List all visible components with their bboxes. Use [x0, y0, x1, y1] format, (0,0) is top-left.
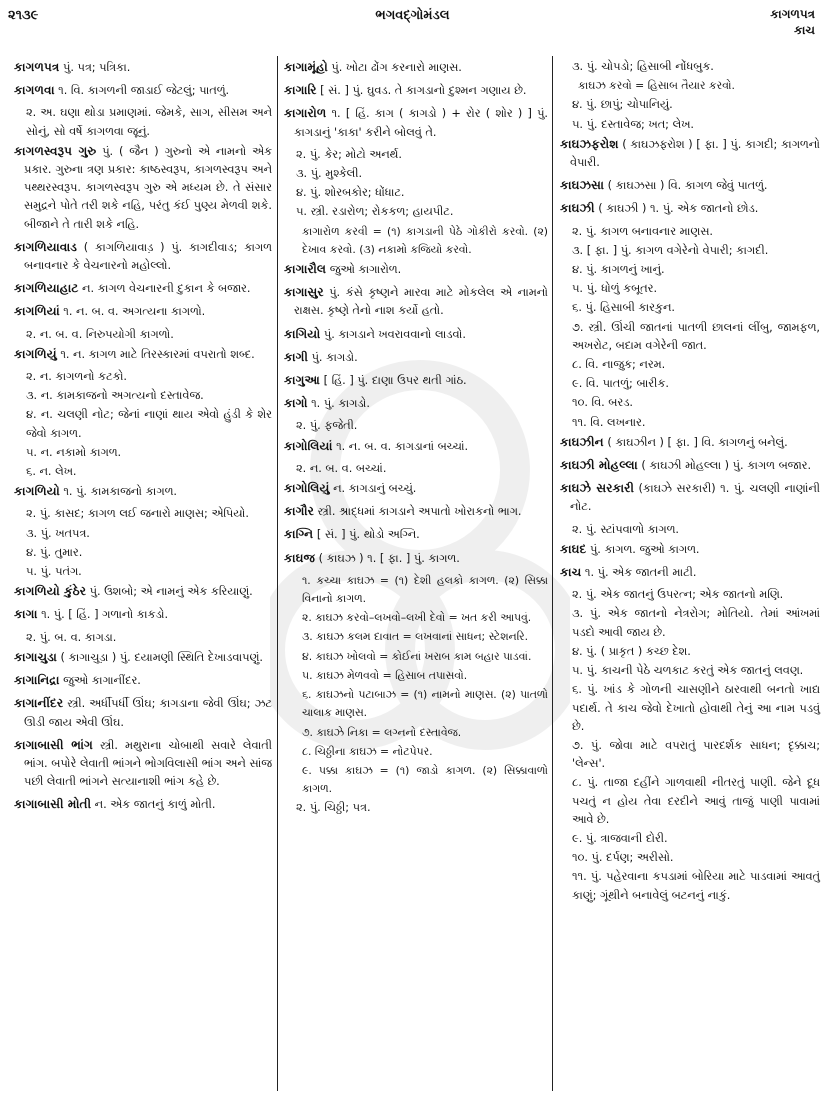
headword: કાગળસ્વરૂપ ગુરુ	[14, 143, 97, 158]
dictionary-entry	[14, 482, 272, 501]
dictionary-entry	[284, 283, 548, 320]
dictionary-entry	[14, 582, 272, 601]
headword: કાગામૂંહો	[284, 60, 328, 74]
dictionary-entry	[560, 433, 820, 452]
sense-definition: ૯. વિ. પાતળું; બારીક.	[572, 377, 669, 391]
headword: કાઘજ	[284, 550, 316, 565]
idiom-definition: ૫. કાઘઝ મેળવવો = હિસાબ તપાસવો.	[302, 668, 468, 682]
sense-definition: ૫. સ્ત્રી. રડારોળ; રોકકળ; હાયપીટ.	[296, 205, 454, 219]
definition: ૧. ન. બ. વ. કાગડાનાં બચ્ચાં.	[332, 439, 469, 453]
sense-definition: ૫. પું. પતંગ.	[26, 565, 82, 579]
page-number: ૨૧૩૯	[8, 8, 39, 23]
dictionary-entry	[284, 479, 548, 498]
definition: સ્ત્રી. મથુરાના ચોબાથી સવારે લેવાતી ભાંગ. બપોરે લેવાતી ભાંગને ભોગવિલાસી ભાંગ અને સાંજ પછી લેવાતી ભાંગને સત્યાનાશી ભાંગ કહે છે.	[24, 738, 272, 789]
dictionary-entry	[284, 348, 548, 367]
headword: કાગળિયાહાટ	[14, 281, 79, 296]
idiom-definition: કાગારોળ કરવી = (૧) કાગડાની પેઠે ગોકીરો કરવો. (૨) દેખાવ કરવો. (૩) નકામો કજિયો કરવો.	[302, 224, 548, 256]
dictionary-entry	[14, 345, 272, 364]
sense-definition: ૨. પું. સ્ટાંપવાળો કાગળ.	[572, 522, 680, 536]
dictionary-entry	[14, 58, 272, 77]
sense-definition: ૧૦. વિ. બરડ.	[572, 396, 633, 410]
idiom-definition: ૩. કાઘઝ કલમ દાવાત = લખવાનાં સાધન; સ્ટેશનરિ.	[302, 630, 529, 644]
dictionary-entry	[14, 605, 272, 624]
headword: કાગળિયું	[14, 346, 57, 361]
headword: કાગળિયો કુંઠેર	[14, 584, 87, 599]
sense-definition: ૨. પું. કાસદ; કાગળ લઈ જનારો માણસ; એપિયો.	[26, 507, 249, 521]
definition: ( કાઘઝીન ) [ ફા. ] વિ. કાગળનું બનેલું.	[603, 435, 788, 449]
dictionary-entry	[560, 456, 820, 475]
sense-definition: ૨. પું. કાગળ બનાવનાર માણસ.	[572, 224, 713, 238]
definition: [ સં. ] પું. થોડો અગ્નિ.	[313, 528, 420, 542]
definition: ૧. પું. એક જાતની માટી.	[581, 566, 697, 580]
headword: કાગોલિયાં	[284, 438, 333, 453]
idiom-definition: ૯. પક્કા કાઘઝ = (૧) જાડો કાગળ. (૨) સિક્કાવાળો કાગળ.	[302, 763, 548, 796]
definition: ૧. ન. કાગળ માટે તિરસ્કારમાં વપરાતો શબ્દ.	[56, 347, 255, 361]
idiom-definition: ૮. ચિઠ્ઠીના કાઘઝ = નોટપેપર.	[302, 744, 433, 758]
sense-definition: ૨. ન. બ. વ. નિરુપયોગી કાગળો.	[26, 327, 174, 341]
headword: કાઘઝે સરકારી	[560, 481, 634, 496]
dictionary-entry	[560, 563, 820, 582]
headword: કાગૌર	[284, 504, 314, 519]
definition: ( કાઘઝી ) ૧. પું. એક જાતનો છોડ.	[594, 202, 759, 216]
running-title: ભગવદ્ગોમંડલ	[375, 8, 450, 23]
sense-definition: ૨. પું. એક જાતનું ઉપરત્ન; એક જાતનો મણિ.	[572, 588, 784, 602]
headword: કાગળિયાં	[14, 304, 60, 319]
sense-definition: ૨. પું. ચિઠ્ઠી; પત્ર.	[296, 801, 371, 815]
definition: ૧. પું. કાગડો.	[307, 397, 370, 411]
dictionary-entry	[14, 279, 272, 298]
sense-definition: ૪. પું. કાગળનું ખાનું.	[572, 263, 665, 277]
sense-definition: ૬. પું. ખાંડ કે ગોળની ચાસણીને ઠારવાથી બનતો ખાદ્ય પદાર્થ. તે કાચ જેવો દેખાતો હોવાથી તેનું આ નામ પડવું છે.	[572, 683, 820, 733]
dictionary-entry	[560, 199, 820, 218]
headword: કાઘઝી મોહલ્લા	[560, 458, 638, 473]
headword: કાચ	[560, 565, 582, 580]
sense-definition: ૫. પું. ધોળું કબૂતર.	[572, 282, 658, 296]
sense-definition: ૩. પું. મુશ્કેલી.	[296, 167, 363, 181]
definition: ન. કાગડાનું બચ્ચું.	[329, 482, 417, 496]
sense-definition: ૨. પું. બ. વ. કાગડા.	[26, 630, 117, 644]
headword: કાગળવા	[14, 83, 55, 98]
headword: કાઘઝી	[560, 201, 595, 216]
definition: ૧. પું. [ હિં. ] ગળાનો કાકડો.	[37, 608, 169, 622]
dictionary-entry	[14, 795, 272, 814]
headword: કાગાબાસી ભાંગ	[14, 737, 93, 752]
definition: સ્ત્રી. અર્ધીપર્ધી ઊંઘ; કાગડાના જેવી ઊંઘ; ઝટ ઊડી જાય એવી ઊંઘ.	[24, 697, 272, 729]
headword: કાગો	[284, 396, 308, 411]
definition: ૧. પું. કામકાજનો કાગળ.	[59, 485, 177, 499]
headword: કાગા	[14, 607, 38, 622]
dictionary-entry	[284, 325, 548, 344]
sense-definition: ૨. અ. ઘણા થોડા પ્રમાણમાં. જેમકે, સાગ, સીસમ અને સોનું, સો વર્ષે કાગળવા જૂનું.	[26, 106, 272, 138]
dictionary-entry	[14, 238, 272, 275]
sense-definition: ૮. વિ. નાજુક; નરમ.	[572, 358, 666, 372]
dictionary-entry	[284, 104, 548, 141]
definition: પું. ઉશબો; એ નામનું એક કરિયાણું.	[86, 585, 253, 599]
sense-definition: ૪. પું. શોરબકોર; ધોંધાટ.	[296, 186, 405, 200]
sense-definition: ૫. પું. દસ્તાવેજ; ખત; લેખ.	[572, 117, 694, 131]
dictionary-column-2	[284, 58, 548, 1089]
headword: કાગોલિયું	[284, 481, 330, 496]
dictionary-entry	[284, 437, 548, 456]
sense-definition: ૨. પું. કેર; મોટો અનર્થ.	[296, 147, 402, 161]
dictionary-entry	[14, 671, 272, 690]
headword: કાગાબાસી મોતી	[14, 797, 92, 812]
dictionary-entry	[284, 502, 548, 521]
dictionary-entry	[560, 135, 820, 172]
dictionary-entry	[560, 540, 820, 559]
headword: કાઘદ	[560, 541, 587, 556]
sense-definition: ૩. પું. ચોપડો; હિસાબી નોંધબુક.	[572, 60, 714, 73]
sense-definition: ૭. સ્ત્રી. ઊંચી જાતનાં પાતળી છાલનાં લીંબુ, જામફળ, અખરોટ, બદામ વગેરેની જાત.	[572, 320, 820, 352]
definition: પું. કંસે કૃષ્ણને મારવા માટે મોકલેલ એ નામનો રાક્ષસ. કૃષ્ણે તેનો નાશ કર્યો હતો.	[294, 286, 548, 318]
sense-definition: ૧૦. પું. દર્પણ; અરીસો.	[572, 851, 674, 865]
headword: કાગ્નિ	[284, 527, 314, 542]
dictionary-entry	[284, 260, 548, 279]
dictionary-entry	[14, 81, 272, 100]
headword: કાગારિ	[284, 83, 317, 98]
page-header	[0, 0, 825, 50]
dictionary-entry	[284, 394, 548, 413]
dictionary-entry	[14, 142, 272, 234]
sense-definition: ૬. ન. લેખ.	[26, 465, 77, 479]
sense-definition: ૮. પું. તાજા દહીંને ગાળવાથી નીતરતું પાણી. જેને દૂધ પચતું ન હોય તેવા દરદીને આવું તાજું પાણી પાવામાં આવે છે.	[572, 776, 820, 826]
idiom-definition: ૧. કચ્ચા કાઘઝ = (૧) દેશી હલકો કાગળ. (૨) સિક્કા વિનાનો કાગળ.	[302, 573, 548, 606]
column-divider	[552, 56, 553, 1091]
definition: ન. એક જાતનું કાળું મોતી.	[91, 798, 216, 812]
definition: [ હિં. ] પું. દાણા ઉપર થતી ગાંઠ.	[320, 374, 467, 388]
column-divider	[277, 56, 278, 1091]
dictionary-entry	[14, 302, 272, 321]
dictionary-entry	[560, 176, 820, 195]
sense-definition: ૧૧. પું. પહેરવાના કપડામાં બોરિયા માટે પાડવામાં આવતું કાણું; ગૂંથીને બનાવેલું બટનનું નાકું.	[572, 870, 820, 902]
dictionary-entry	[14, 694, 272, 731]
sense-definition: ૩. પું. એક જાતનો નેત્રરોગ; મોતિયો. તેમાં આંખમાં પડદો આવી જાય છે.	[572, 607, 820, 639]
dictionary-entry	[284, 371, 548, 390]
definition: (કાઘઝે સરકારી) ૧. પું. ચલણી નાણાંની નોટ.	[570, 482, 821, 514]
definition: પું. કાગડો.	[307, 350, 358, 364]
definition: ( કાઘઝી મોહલ્લા ) પું. કાગળ બજાર.	[637, 459, 812, 473]
sense-definition: ૬. પું. હિસાબી કારકુન.	[572, 301, 675, 315]
definition: જુઓ કાગાનીંદર.	[59, 674, 141, 688]
guide-words	[770, 6, 815, 38]
idiom-definition: ૪. કાઘઝ ખોલવો = કોઈનાં ખરાબ કામ બહાર પાડવાં.	[302, 649, 532, 663]
sense-definition: ૫. ન. નકામો કાગળ.	[26, 445, 122, 459]
sense-definition: ૭. પું. જોવા માટે વપરાતું પારદર્શક સાધન; દૃક્કાચ; 'લેન્સ'.	[572, 738, 820, 771]
dictionary-entry	[284, 81, 548, 100]
sense-definition: ૪. પું. તુમાર.	[26, 545, 83, 559]
headword: કાઘઝીન	[560, 434, 604, 449]
definition: પું. કાગડાને ખવરાવવાનો લાડવો.	[320, 327, 466, 341]
definition: પું. ખોટા ઢોંગ કરનારો માણસ.	[327, 61, 462, 74]
definition: પું. કાગળ. જુઓ કાગળ.	[586, 542, 700, 556]
dictionary-column-3	[560, 58, 820, 1089]
sense-definition: ૪. ન. ચલણી નોટ; જેનાં નાણાં થાય એવો હુંડી કે શેર જેવો કાગળ.	[26, 408, 272, 440]
dictionary-column-1	[14, 58, 272, 1089]
definition: ( કાઘઝ ) ૧. [ ફા. ] પું. કાગળ.	[315, 551, 460, 565]
definition: પું. ( જૈન ) ગુરુનો એ નામનો એક પ્રકાર. ગુરુના ત્રણ પ્રકાર: કાષ્ઠસ્વરૂપ, કાગળસ્વરૂપ અને પથ્થરસ્વરૂપ. કાગળસ્વરૂપ ગુરુ એ મધ્યમ છે. તે સંસાર સમુદ્રને પોતે તરી શકે નહિ, પરંતુ કંઈ પુણ્ય મેળવી શકે. બીજાને તે તારી શકે નહિ.	[24, 144, 272, 231]
headword: કાગળિયાવાડ	[14, 239, 77, 254]
sense-definition: ૩. [ ફા. ] પું. કાગળ વગેરેનો વેપારી; કાગદી.	[572, 243, 769, 257]
definition: ૧. ન. બ. વ. અગત્યના કાગળો.	[59, 305, 206, 319]
dictionary-entry	[14, 736, 272, 792]
definition: ( કાઘઝસા ) વિ. કાગળ જેવું પાતળું.	[604, 179, 768, 193]
headword: કાગળિયો	[14, 484, 60, 499]
headword: કાગી	[284, 349, 308, 364]
sense-definition: ૧૧. વિ. લખનાર.	[572, 415, 646, 429]
definition: ૧. [ હિં. કાગ ( કાગડો ) + રોર ( શોર ) ] પું. કાગડાનું 'કાકા' કરીને બોલવું તે.	[294, 107, 548, 139]
sense-definition: ૨. ન. કાગળનો કટકો.	[26, 370, 127, 384]
dictionary-entry	[284, 58, 548, 77]
idiom-definition: કાઘઝ કરવો = હિસાબ તૈયાર કરવો.	[578, 79, 735, 93]
definition: ( કાગાચુડ઼ા ) પું. દયામણી સ્થિતિ દેખાડવાપણું.	[56, 650, 263, 664]
guide-word-last: કાચ	[793, 23, 815, 37]
sense-definition: ૫. પું. કાચની પેઠે ચળકાટ કરતું એક જાતનું લવણ.	[572, 664, 804, 678]
idiom-definition: ૬. કાઘઝનો પટાબાઝ = (૧) નામનો માણસ. (૨) પાતળો ચાલાક માણસ.	[302, 688, 548, 720]
definition: ૧. વિ. કાગળની જાડાઈ જેટલું; પાતળું.	[54, 84, 230, 98]
sense-definition: ૩. પું. ખતપત્ર.	[26, 526, 90, 540]
headword: કાગાચુડા	[14, 649, 57, 664]
dictionary-entry	[560, 479, 820, 516]
definition: સ્ત્રી. શ્રાદ્ધમાં કાગડાને અપાતો ખોરાકનો ભાગ.	[313, 505, 522, 519]
headword: કાગુઆ	[284, 373, 320, 388]
guide-word-first: કાગળપત્ર	[770, 7, 815, 21]
headword: કાગાનીંદર	[14, 696, 64, 711]
sense-definition: ૨. ન. બ. વ. બચ્ચાં.	[296, 461, 387, 475]
dictionary-entry	[14, 648, 272, 667]
sense-definition: ૩. ન. કામકાજનો અગત્યનો દસ્તાવેજ.	[26, 389, 204, 403]
idiom-definition: ૭. કાઘઝે નિકા = લગ્નનો દસ્તાવેજ.	[302, 725, 462, 739]
idiom-definition: ૨. કાઘઝ કરવો–લખવો–લખી દેવો = ખત કરી આપવું.	[302, 611, 532, 625]
headword: કાગિયો	[284, 326, 321, 341]
dictionary-entry	[284, 549, 548, 568]
definition: ( કાઘઝફરોશ ) [ ફા. ] પું. કાગદી; કાગળનો વેપારી.	[570, 137, 820, 170]
definition: [ સં. ] પું. ઘુવડ. તે કાગડાનો દુશ્મન ગણાય છે.	[316, 84, 527, 98]
headword: કાગાનિદ્રા	[14, 673, 60, 688]
sense-definition: ૪. પું. ( પ્રાકૃત ) કચ્છ દેશ.	[572, 644, 691, 658]
dictionary-entry	[284, 525, 548, 544]
headword: કાગાસુર	[284, 285, 324, 300]
headword: કાગારોળ	[284, 106, 327, 121]
sense-definition: ૨. પું. ફજેતી.	[296, 419, 358, 433]
definition: પું. પત્ર; પત્રિકા.	[59, 61, 131, 74]
headword: કાગળપત્ર	[14, 60, 60, 74]
definition: ( કાગળિયાવાડ઼ ) પું. કાગદીવાડ; કાગળ બનાવનાર કે વેચનારનો મહોલ્લો.	[24, 240, 272, 273]
headword: કાગારૌલ	[284, 262, 327, 277]
sense-definition: ૪. પું. છાપું; ચોપાનિયું.	[572, 98, 673, 112]
headword: કાઘઝફરોશ	[560, 136, 619, 151]
headword: કાઘઝસા	[560, 178, 605, 193]
definition: ન. કાગળ વેચનારની દુકાન કે બજાર.	[78, 282, 251, 296]
definition: જુઓ કાગારોળ.	[326, 263, 402, 277]
sense-definition: ૯. પું. ત્રાજવાની દોરી.	[572, 831, 668, 845]
